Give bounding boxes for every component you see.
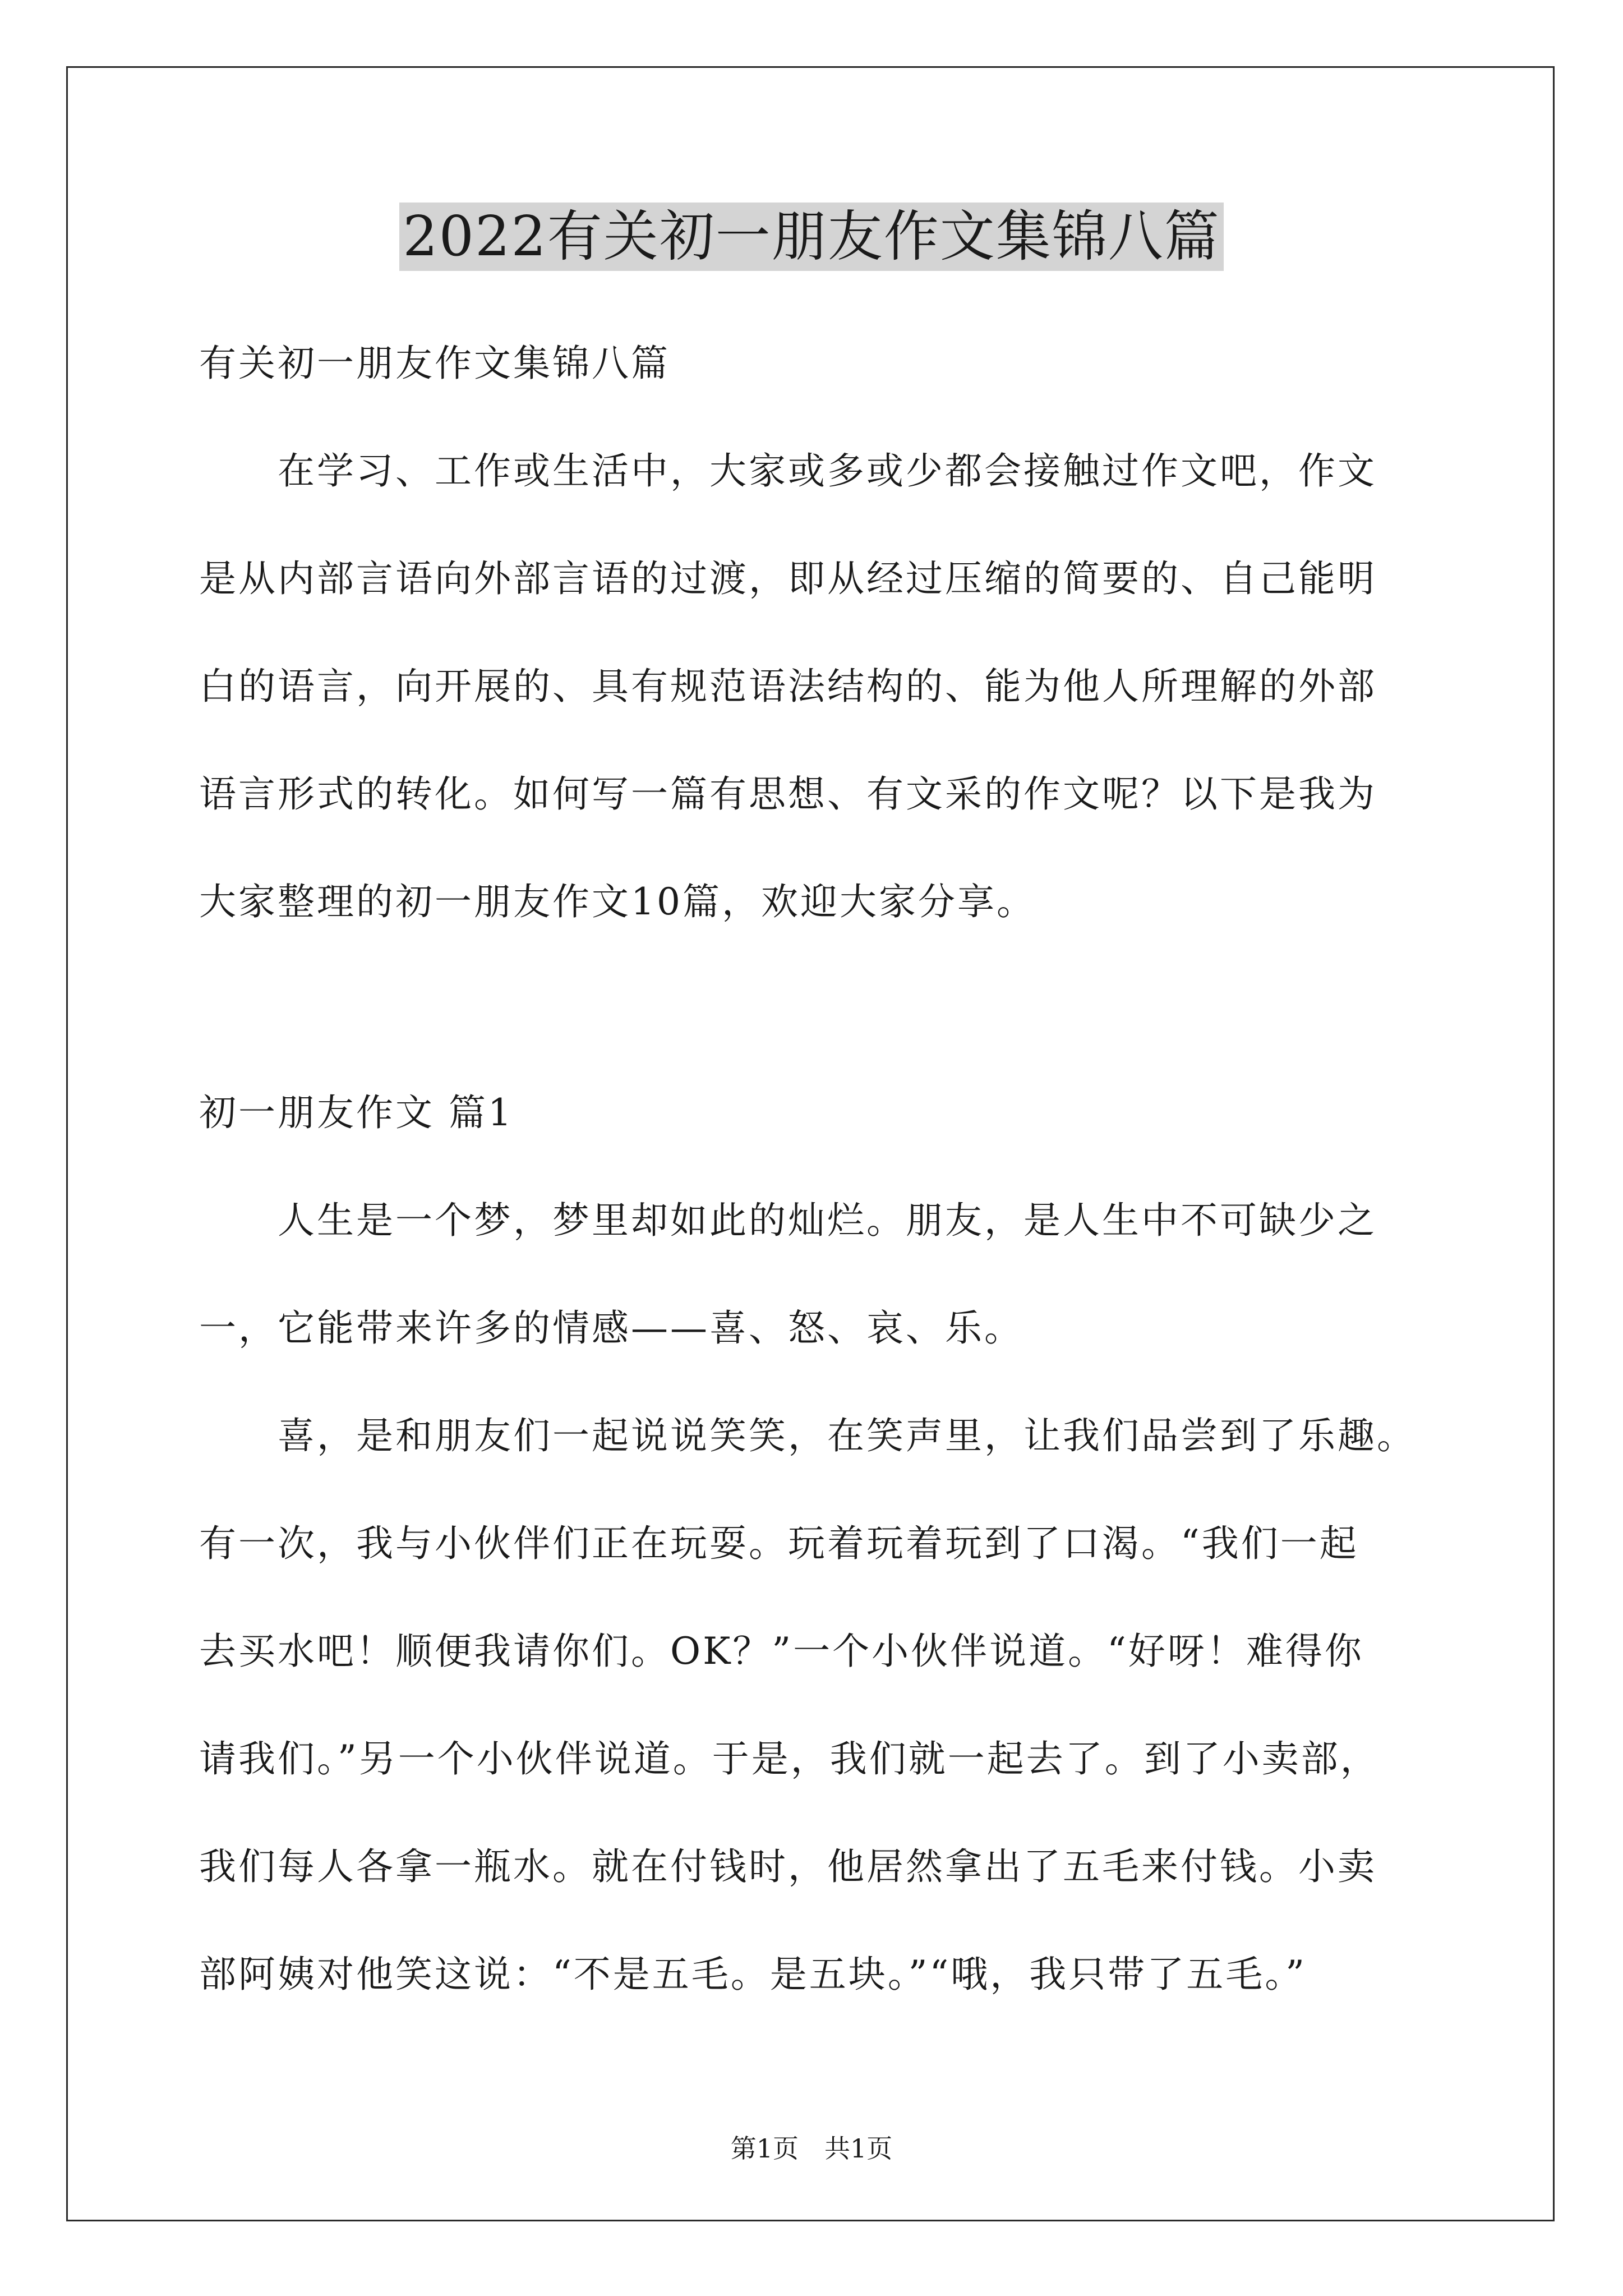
paragraph-line: 请我们。”另一个小伙伴说道。于是，我们就一起去了。到了小卖部， [199,1737,1380,1780]
document-title-text: 2022有关初一朋友作文集锦八篇 [399,203,1223,271]
intro-line: 大家整理的初一朋友作文10篇，欢迎大家分享。 [199,880,1036,923]
paragraph-line: 部阿姨对他笑这说：“不是五毛。是五块。”“哦，我只带了五毛。” [199,1953,1307,1996]
intro-line: 白的语言，向开展的、具有规范语法结构的、能为他人所理解的外部 [199,665,1377,708]
paragraph-line: 喜，是和朋友们一起说说笑笑，在笑声里，让我们品尝到了乐趣。 [199,1414,1416,1457]
intro-line: 是从内部言语向外部言语的过渡，即从经过压缩的简要的、自己能明 [199,557,1377,600]
intro-paragraph [199,444,1433,929]
page-number-footer: 第1页 共1页 [730,2133,893,2164]
intro-line: 在学习、工作或生活中，大家或多或少都会接触过作文吧，作文 [199,449,1377,493]
body-paragraph-1 [199,1194,1433,1355]
paragraph-line: 一，它能带来许多的情感——喜、怒、哀、乐。 [199,1306,1023,1350]
paragraph-line: 我们每人各拿一瓶水。就在付钱时，他居然拿出了五毛来付钱。小卖 [199,1845,1377,1888]
document-body [199,337,1433,2001]
document-subtitle: 有关初一朋友作文集锦八篇 [199,342,670,385]
paragraph-line: 有一次，我与小伙伴们正在玩耍。玩着玩着玩到了口渴。“我们一起 [199,1522,1359,1565]
paragraph-line: 人生是一个梦，梦里却如此的灿烂。朋友，是人生中不可缺少之 [199,1199,1377,1242]
section-heading: 初一朋友作文 篇1 [199,1091,514,1134]
paragraph-line: 去买水吧！顺便我请你们。OK？”一个小伙伴说道。“好呀！难得你 [199,1630,1364,1673]
document-title [0,197,1623,276]
body-paragraph-2 [199,1409,1433,2001]
intro-line: 语言形式的转化。如何写一篇有思想、有文采的作文呢？以下是我为 [199,772,1377,816]
